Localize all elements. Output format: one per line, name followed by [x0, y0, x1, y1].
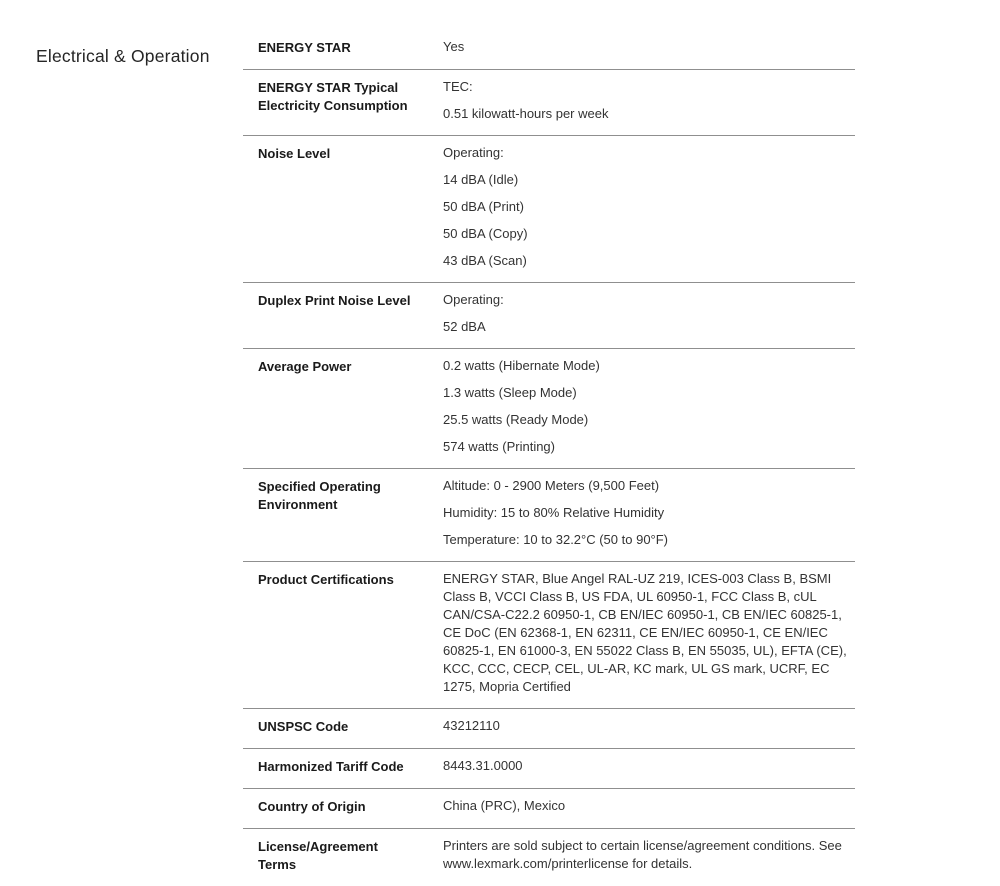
spec-label: Average Power — [258, 359, 352, 374]
spec-value — [443, 757, 855, 776]
spec-value-line: 50 dBA (Copy) — [443, 226, 528, 241]
spec-row — [243, 749, 855, 789]
spec-label: Harmonized Tariff Code — [258, 759, 404, 774]
spec-value-line: Printers are sold subject to certain license/agreement conditions. See www.lexmark.com/printerlicense for details. — [443, 838, 842, 871]
spec-row — [243, 829, 855, 886]
spec-label: UNSPSC Code — [258, 719, 349, 734]
spec-row — [243, 283, 855, 349]
spec-label: Specified Operating Environment — [258, 479, 381, 512]
spec-value-line: Yes — [443, 39, 465, 54]
spec-value-line: Altitude: 0 - 2900 Meters (9,500 Feet) — [443, 478, 660, 493]
spec-value-line: 25.5 watts (Ready Mode) — [443, 412, 589, 427]
spec-row — [243, 469, 855, 562]
spec-value-line: 8443.31.0000 — [443, 758, 523, 773]
spec-value — [443, 797, 855, 816]
spec-row — [243, 30, 855, 70]
spec-value — [443, 38, 855, 57]
spec-value-line: Operating: — [443, 145, 504, 160]
spec-label: ENERGY STAR Typical Electricity Consumption — [258, 80, 408, 113]
spec-value-line: 0.51 kilowatt-hours per week — [443, 106, 609, 121]
spec-row — [243, 70, 855, 136]
spec-table — [243, 30, 855, 886]
spec-value-line: 574 watts (Printing) — [443, 439, 555, 454]
spec-value-line: 52 dBA — [443, 319, 486, 334]
spec-value-line: 43 dBA (Scan) — [443, 253, 527, 268]
spec-value-line: 50 dBA (Print) — [443, 199, 524, 214]
spec-value-line: 14 dBA (Idle) — [443, 172, 519, 187]
spec-value — [443, 78, 855, 123]
spec-row — [243, 136, 855, 283]
spec-value-line: 0.2 watts (Hibernate Mode) — [443, 358, 600, 373]
spec-value-line: China (PRC), Mexico — [443, 798, 566, 813]
spec-label: License/Agreement Terms — [258, 839, 378, 872]
spec-value — [443, 717, 855, 736]
spec-label: Duplex Print Noise Level — [258, 293, 411, 308]
spec-value — [443, 837, 855, 874]
spec-label: Product Certifications — [258, 572, 394, 587]
spec-value-line: 43212110 — [443, 718, 500, 733]
spec-value-line: Temperature: 10 to 32.2°C (50 to 90°F) — [443, 532, 669, 547]
spec-value — [443, 477, 855, 549]
spec-value-line: Humidity: 15 to 80% Relative Humidity — [443, 505, 665, 520]
spec-value-line: Operating: — [443, 292, 504, 307]
section-title: Electrical & Operation — [36, 45, 210, 66]
spec-row — [243, 709, 855, 749]
spec-row — [243, 349, 855, 469]
spec-row — [243, 562, 855, 709]
spec-value — [443, 570, 855, 696]
spec-value-line: 1.3 watts (Sleep Mode) — [443, 385, 577, 400]
spec-value — [443, 291, 855, 336]
spec-label: Noise Level — [258, 146, 331, 161]
spec-label: Country of Origin — [258, 799, 366, 814]
spec-value — [443, 144, 855, 270]
spec-row — [243, 789, 855, 829]
spec-label: ENERGY STAR — [258, 40, 351, 55]
spec-value — [443, 357, 855, 456]
spec-value-line: TEC: — [443, 79, 473, 94]
spec-value-line: ENERGY STAR, Blue Angel RAL-UZ 219, ICES-003 Class B, BSMI Class B, VCCI Class B, US FDA, UL 60950-1, FCC Class B, cUL CAN/CSA-C22.2 60950-1, CB EN/IEC 60950-1, CB EN/IEC 60825-1, CE DoC (EN 62368-1, EN 62311, CE EN/IEC 60950-1, CE EN/IEC 60825-1, EN 61000-3, EN 55022 Class B, EN 55035, UL), EFTA (CE), KCC, CCC, CECP, CEL, UL-AR, KC mark, UL GS mark, UCRF, EC 1275, Mopria Certified — [443, 571, 847, 694]
